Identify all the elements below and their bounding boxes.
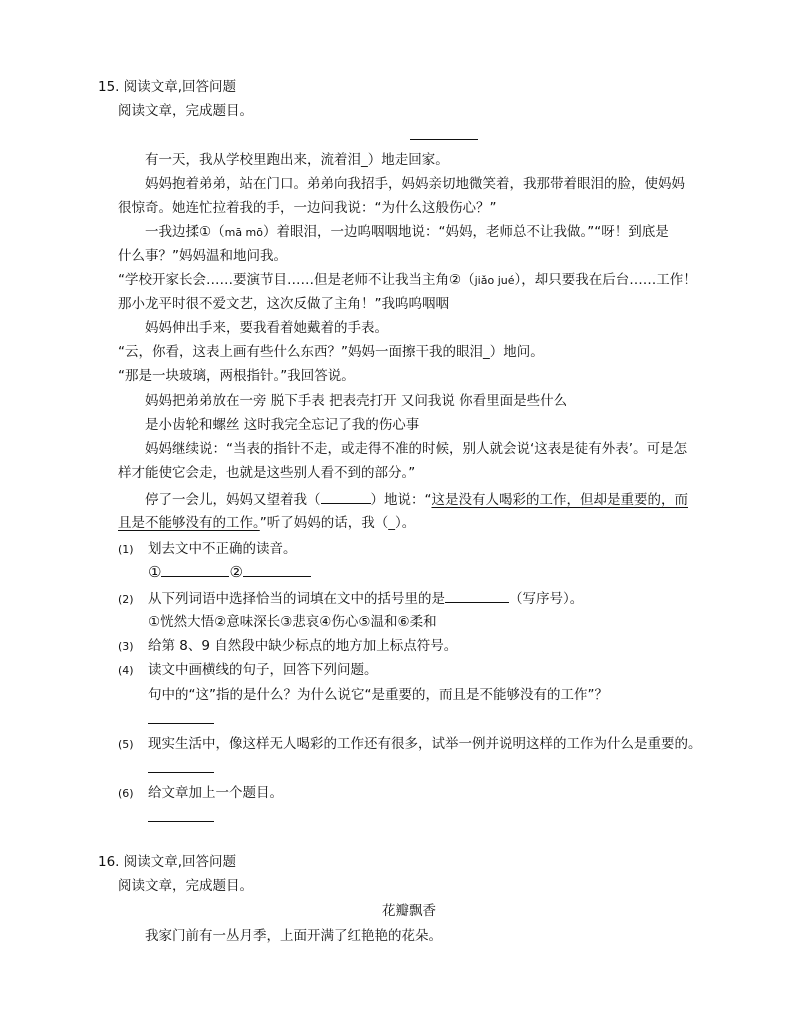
para-11-text-c: ”听了妈妈的话，我（_）。 xyxy=(259,515,416,531)
para-10-line-1: 妈妈继续说：“当表的指针不走，或走得不准的时候，别人就会说‘这表是徒有外表’。可是怎 xyxy=(145,441,688,457)
subquestion-3 xyxy=(118,637,457,656)
title-blank-line xyxy=(410,139,478,140)
para-11-text-a: 停了一会儿，妈妈又望着我（ xyxy=(145,492,321,508)
answer-label-2: ② xyxy=(229,563,243,581)
para-3-text-a: 一我边揉①（ xyxy=(145,224,225,240)
subquestion-4-detail: 句中的“这”指的是什么？为什么说它“是重要的，而且是不能够没有的工作”？ xyxy=(148,687,608,703)
para-11-line-1 xyxy=(145,490,688,509)
answer-blank-2[interactable] xyxy=(243,563,311,577)
question-15-header: 15. 阅读文章,回答问题 xyxy=(98,79,237,95)
subquestion-1-number: (1) xyxy=(118,543,134,556)
question-16-para-1: 我家门前有一丛月季，上面开满了红艳艳的花朵。 xyxy=(145,928,442,944)
para-2-line-2: 很惊奇。她连忙拉着我的手，一边问我说：“为什么这般伤心？” xyxy=(118,200,497,216)
para-3-line-2: 什么事？”妈妈温和地问我。 xyxy=(118,248,287,264)
subquestion-4 xyxy=(118,661,378,680)
para-3-line-1 xyxy=(145,223,669,242)
para-4-text-b: ），却只要我在后台……工作！ xyxy=(514,272,697,288)
subquestion-6-number: (6) xyxy=(118,787,134,800)
subquestion-2 xyxy=(118,589,583,609)
subquestion-1-answers xyxy=(148,563,311,582)
subquestion-3-number: (3) xyxy=(118,640,134,653)
subquestion-2-text-b: （写序号）。 xyxy=(509,591,584,607)
answer-line-6[interactable] xyxy=(148,821,214,822)
para-11-text-b: ）地说：“ xyxy=(370,492,432,508)
para-10-line-2: 样才能使它会走，也就是这些别人看不到的部分。” xyxy=(118,465,416,481)
question-16-instruction: 阅读文章，完成题目。 xyxy=(118,878,253,894)
question-16-header: 16. 阅读文章,回答问题 xyxy=(98,854,237,870)
subquestion-6-text: 给文章加上一个题目。 xyxy=(148,785,283,801)
para-6: “云，你看，这表上画有些什么东西？”妈妈一面擦干我的眼泪_）地问。 xyxy=(118,344,544,360)
answer-line-4[interactable] xyxy=(148,723,214,724)
pinyin-2: jiǎo jué xyxy=(474,274,515,287)
subquestion-2-options: ①恍然大悟②意味深长③悲哀④伤心⑤温和⑥柔和 xyxy=(148,614,437,630)
article-title: 花瓣飘香 xyxy=(382,903,436,919)
subquestion-5 xyxy=(118,735,702,754)
answer-blank-1[interactable] xyxy=(161,563,229,577)
answer-line-5[interactable] xyxy=(148,772,214,773)
subquestion-4-text: 读文中画横线的句子，回答下列问题。 xyxy=(148,662,378,678)
subquestion-2-number: (2) xyxy=(118,593,134,606)
answer-blank[interactable] xyxy=(321,490,371,504)
para-9: 是小齿轮和螺丝 这时我完全忘记了我的伤心事 xyxy=(145,417,420,433)
para-5: 妈妈伸出手来，要我看着她戴着的手表。 xyxy=(145,320,388,336)
para-4-line-1 xyxy=(118,271,697,290)
question-15-instruction: 阅读文章，完成题目。 xyxy=(118,103,253,119)
subquestion-5-text: 现实生活中，像这样无人喝彩的工作还有很多，试举一例并说明这样的工作为什么是重要的。 xyxy=(148,736,702,752)
subquestion-1-text: 划去文中不正确的读音。 xyxy=(148,541,297,557)
para-2-line-1: 妈妈抱着弟弟，站在门口。弟弟向我招手，妈妈亲切地微笑着，我那带着眼泪的脸，使妈妈 xyxy=(145,176,685,192)
para-8: 妈妈把弟弟放在一旁 脱下手表 把表壳打开 又问我说 你看里面是些什么 xyxy=(145,393,568,409)
underlined-sentence-1: 这是没有人喝彩的工作，但却是重要的，而 xyxy=(431,492,688,508)
para-3-text-b: ）着眼泪，一边呜咽咽地说：“妈妈，老师总不让我做。”“呀！到底是 xyxy=(263,224,669,240)
para-4-line-2: 那小龙平时很不爱文艺，这次反做了主角！”我呜呜咽咽 xyxy=(118,296,449,312)
para-11-line-2 xyxy=(118,514,415,532)
subquestion-5-number: (5) xyxy=(118,738,134,751)
para-1: 有一天，我从学校里跑出来，流着泪_）地走回家。 xyxy=(145,152,449,168)
answer-label-1: ① xyxy=(148,563,162,581)
subquestion-6 xyxy=(118,784,283,803)
para-7: “那是一块玻璃，两根指针。”我回答说。 xyxy=(118,368,355,384)
underlined-sentence-2: 且是不能够没有的工作。 xyxy=(118,515,260,531)
subquestion-1 xyxy=(118,540,297,559)
para-4-text-a: “学校开家长会……要演节目……但是老师不让我当主角②（ xyxy=(118,272,475,288)
subquestion-4-number: (4) xyxy=(118,664,134,677)
answer-blank-3[interactable] xyxy=(445,589,509,603)
subquestion-2-text-a: 从下列词语中选择恰当的词填在文中的括号里的是 xyxy=(148,591,445,607)
subquestion-3-text: 给第 8、9 自然段中缺少标点的地方加上标点符号。 xyxy=(148,638,458,654)
pinyin-1: mā mō xyxy=(224,226,264,239)
